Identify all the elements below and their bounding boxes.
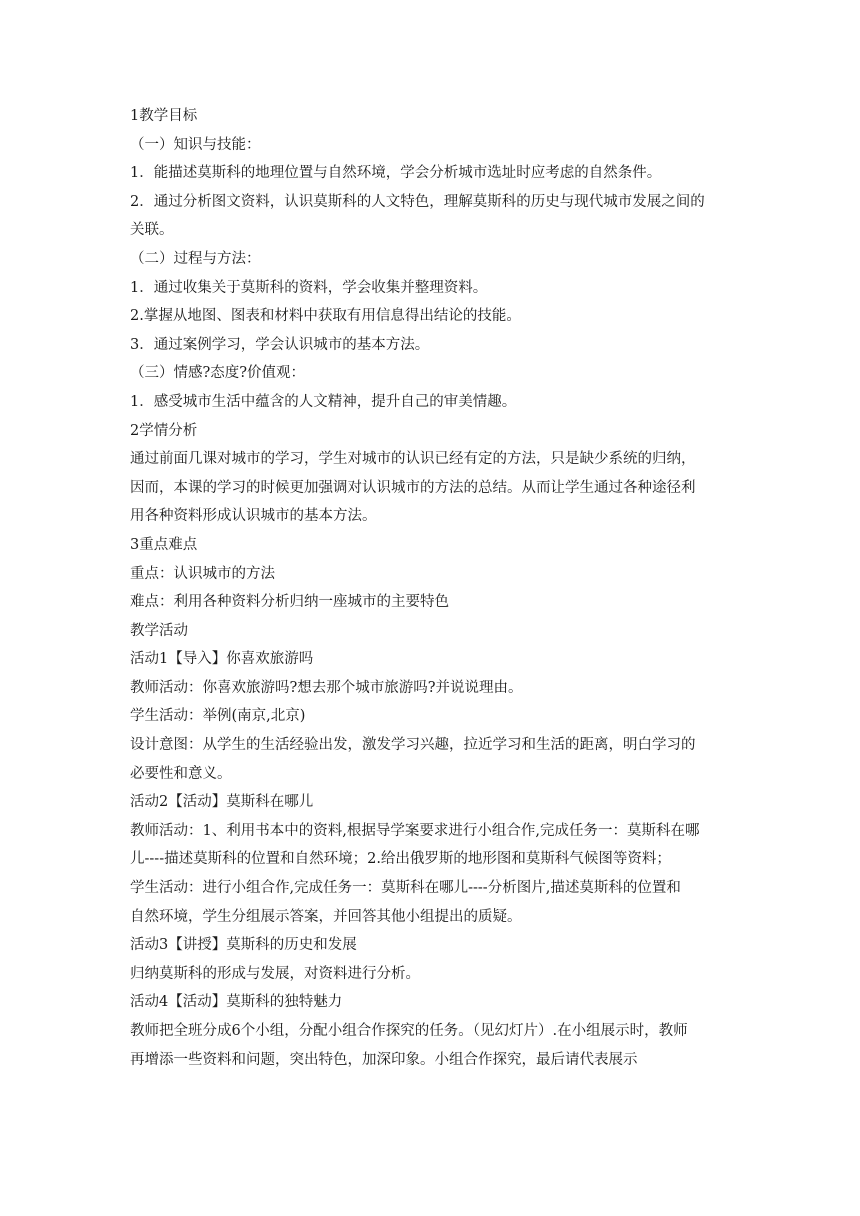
paragraph-line: 3．通过案例学习，学会认识城市的基本方法。 <box>130 336 430 353</box>
paragraph-line: 儿----描述莫斯科的位置和自然环境；2.给出俄罗斯的地形图和莫斯科气候图等资料； <box>130 851 671 868</box>
section-heading-teaching-goals: 1教学目标 <box>130 108 198 124</box>
paragraph-line: 必要性和意义。 <box>130 765 232 782</box>
paragraph-line: 关联。 <box>130 222 174 239</box>
section-heading-key-points: 3重点难点 <box>130 536 198 553</box>
paragraph-line: 2.掌握从地图、图表和材料中获取有用信息得出结论的技能。 <box>130 308 521 325</box>
paragraph-line: 1．能描述莫斯科的地理位置与自然环境，学会分析城市选址时应考虑的自然条件。 <box>130 165 662 182</box>
paragraph-line: 通过前面几课对城市的学习，学生对城市的认识已经有定的方法，只是缺少系统的归纳， <box>130 451 696 468</box>
paragraph-line: 重点：认识城市的方法 <box>130 565 275 582</box>
subheading-process-methods: （二）过程与方法： <box>130 250 261 267</box>
subheading-emotion-values: （三）情感?态度?价值观： <box>130 365 306 382</box>
paragraph-line: 再增添一些资料和问题，突出特色，加深印象。小组合作探究，最后请代表展示 <box>130 1051 638 1068</box>
paragraph-line: 学生活动：举例(南京,北京) <box>130 708 306 725</box>
paragraph-line: 教师把全班分成6个小组，分配小组合作探究的任务。（见幻灯片）.在小组展示时，教师 <box>130 1023 688 1039</box>
subheading-knowledge-skills: （一）知识与技能： <box>130 136 261 153</box>
paragraph-line: 自然环境，学生分组展示答案，并回答其他小组提出的质疑。 <box>130 908 522 925</box>
paragraph-line: 设计意图：从学生的生活经验出发，激发学习兴趣，拉近学习和生活的距离，明白学习的 <box>130 737 696 754</box>
section-heading-learner-analysis: 2学情分析 <box>130 422 198 439</box>
paragraph-line: 1．通过收集关于莫斯科的资料，学会收集并整理资料。 <box>130 279 488 296</box>
paragraph-line: 1．感受城市生活中蕴含的人文精神，提升自己的审美情趣。 <box>130 393 517 410</box>
activity-heading: 活动2【活动】莫斯科在哪儿 <box>130 794 314 811</box>
activity-heading: 活动3【讲授】莫斯科的历史和发展 <box>130 937 357 954</box>
activity-heading: 活动1【导入】你喜欢旅游吗 <box>130 651 314 668</box>
paragraph-line: 归纳莫斯科的形成与发展，对资料进行分析。 <box>130 965 420 982</box>
paragraph-line: 用各种资料形成认识城市的基本方法。 <box>130 508 377 525</box>
paragraph-line: 2．通过分析图文资料，认识莫斯科的人文特色，理解莫斯科的历史与现代城市发展之间的 <box>130 193 705 210</box>
section-heading-teaching-activities: 教学活动 <box>130 622 188 639</box>
paragraph-line: 因而，本课的学习的时候更加强调对认识城市的方法的总结。从而让学生通过各种途径利 <box>130 479 696 496</box>
paragraph-line: 教师活动：1、利用书本中的资料,根据导学案要求进行小组合作,完成任务一：莫斯科在哪 <box>130 822 700 839</box>
paragraph-line: 学生活动：进行小组合作,完成任务一：莫斯科在哪儿----分析图片,描述莫斯科的位置和 <box>130 880 681 897</box>
activity-heading: 活动4【活动】莫斯科的独特魅力 <box>130 994 343 1011</box>
paragraph-line: 难点：利用各种资料分析归纳一座城市的主要特色 <box>130 594 449 611</box>
paragraph-line: 教师活动：你喜欢旅游吗?想去那个城市旅游吗?并说说理由。 <box>130 679 523 696</box>
document-body <box>130 102 730 1074</box>
